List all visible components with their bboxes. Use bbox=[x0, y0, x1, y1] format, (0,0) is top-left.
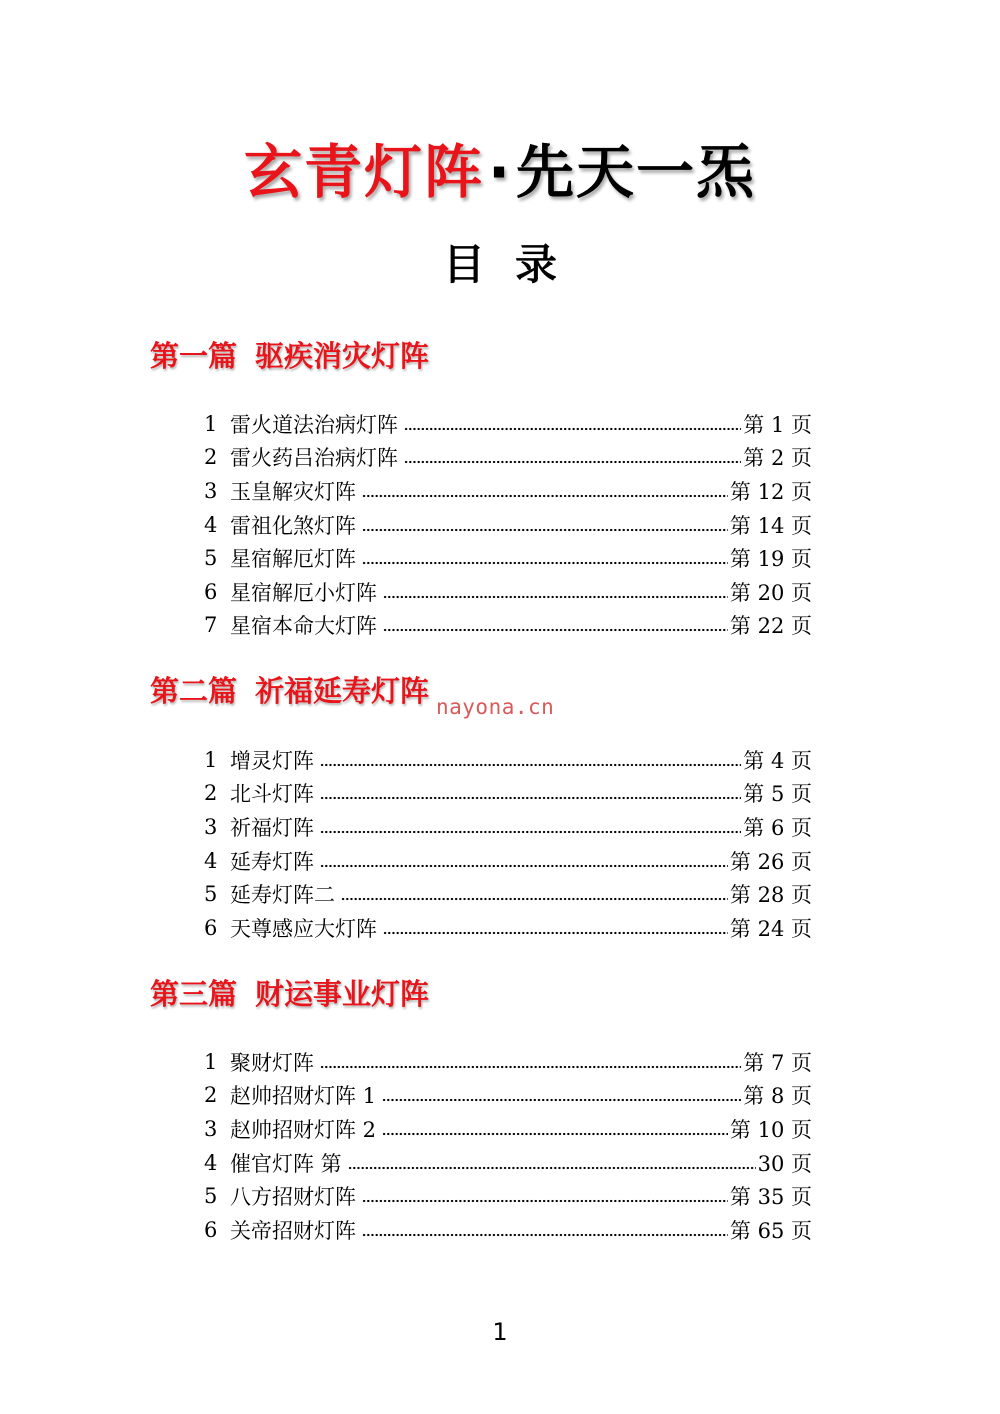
entry-number: 1 bbox=[204, 747, 218, 772]
toc-list bbox=[204, 1045, 812, 1247]
entry-title: 星宿解厄灯阵 bbox=[230, 547, 356, 572]
entry-page: 第 5 页 bbox=[743, 782, 812, 807]
entry-title: 关帝招财灯阵 bbox=[230, 1218, 356, 1243]
entry-number: 5 bbox=[204, 1184, 218, 1209]
entry-title: 星宿解厄小灯阵 bbox=[230, 580, 377, 605]
entry-page: 第 22 页 bbox=[729, 614, 812, 639]
entry-title: 延寿灯阵 bbox=[230, 849, 314, 874]
toc-entry[interactable] bbox=[204, 1213, 812, 1247]
toc-entry[interactable] bbox=[204, 911, 812, 945]
dot-leader bbox=[382, 1132, 728, 1136]
section-name: 祈福延寿灯阵 bbox=[255, 674, 430, 708]
entry-page: 第 14 页 bbox=[729, 513, 812, 538]
entry-title: 雷祖化煞灯阵 bbox=[230, 513, 356, 538]
entry-title: 增灵灯阵 bbox=[230, 748, 314, 773]
entry-number: 6 bbox=[204, 915, 218, 940]
dot-leader bbox=[362, 1199, 728, 1203]
entry-number: 2 bbox=[204, 445, 218, 470]
entry-page: 第 19 页 bbox=[729, 547, 812, 572]
toc-list bbox=[204, 743, 812, 945]
section-part-label: 第三篇 bbox=[150, 977, 238, 1011]
section-name: 财运事业灯阵 bbox=[255, 977, 430, 1011]
entry-page: 第 2 页 bbox=[743, 446, 812, 471]
entry-page: 30 页 bbox=[757, 1151, 812, 1176]
toc-entry[interactable] bbox=[204, 508, 812, 542]
dot-leader bbox=[404, 460, 741, 464]
section-name: 驱疾消灾灯阵 bbox=[255, 339, 430, 373]
title-separator-dot: · bbox=[487, 138, 513, 206]
toc-entry[interactable] bbox=[204, 407, 812, 441]
toc-entry[interactable] bbox=[204, 474, 812, 508]
entry-title: 雷火道法治病灯阵 bbox=[230, 412, 398, 437]
dot-leader bbox=[382, 1098, 741, 1102]
toc-entry[interactable] bbox=[204, 1045, 812, 1079]
toc-entry[interactable] bbox=[204, 1179, 812, 1213]
entry-title: 八方招财灯阵 bbox=[230, 1185, 356, 1210]
entry-title: 赵帅招财灯阵 2 bbox=[230, 1117, 377, 1142]
entry-page: 第 26 页 bbox=[729, 849, 812, 874]
document-title bbox=[0, 132, 1000, 212]
entry-number: 5 bbox=[204, 882, 218, 907]
dot-leader bbox=[362, 561, 728, 565]
entry-number: 4 bbox=[204, 512, 218, 537]
entry-title: 玉皇解灾灯阵 bbox=[230, 479, 356, 504]
entry-title: 赵帅招财灯阵 1 bbox=[230, 1084, 377, 1109]
dot-leader bbox=[348, 1166, 756, 1170]
toc-entry[interactable] bbox=[204, 844, 812, 878]
entry-title: 延寿灯阵二 bbox=[230, 883, 335, 908]
dot-leader bbox=[362, 494, 728, 498]
toc-entry[interactable] bbox=[204, 743, 812, 777]
entry-title: 星宿本命大灯阵 bbox=[230, 614, 377, 639]
dot-leader bbox=[383, 595, 728, 599]
entry-page: 第 24 页 bbox=[729, 916, 812, 941]
toc-entry[interactable] bbox=[204, 877, 812, 911]
title-black-part: 先天一炁 bbox=[516, 138, 757, 206]
entry-page: 第 4 页 bbox=[743, 748, 812, 773]
section-heading bbox=[150, 336, 429, 376]
toc-entry[interactable] bbox=[204, 1079, 812, 1113]
toc-entry[interactable] bbox=[204, 441, 812, 475]
entry-page: 第 7 页 bbox=[743, 1050, 812, 1075]
toc-entry[interactable] bbox=[204, 609, 812, 643]
section-part-label: 第二篇 bbox=[150, 674, 238, 708]
toc-entry[interactable] bbox=[204, 1146, 812, 1180]
title-red-part: 玄青灯阵 bbox=[243, 138, 484, 206]
toc-entry[interactable] bbox=[204, 777, 812, 811]
toc-entry[interactable] bbox=[204, 1112, 812, 1146]
entry-number: 3 bbox=[204, 478, 218, 503]
toc-entry[interactable] bbox=[204, 810, 812, 844]
entry-page: 第 28 页 bbox=[729, 883, 812, 908]
dot-leader bbox=[341, 897, 728, 901]
entry-title: 天尊感应大灯阵 bbox=[230, 916, 377, 941]
entry-number: 7 bbox=[204, 613, 218, 638]
toc-entry[interactable] bbox=[204, 575, 812, 609]
entry-page: 第 8 页 bbox=[743, 1084, 812, 1109]
entry-page: 第 20 页 bbox=[729, 580, 812, 605]
page-number: 1 bbox=[492, 1318, 508, 1346]
entry-number: 3 bbox=[204, 1116, 218, 1141]
entry-page: 第 12 页 bbox=[729, 479, 812, 504]
dot-leader bbox=[362, 1233, 728, 1237]
entry-page: 第 65 页 bbox=[729, 1218, 812, 1243]
dot-leader bbox=[320, 763, 741, 767]
dot-leader bbox=[320, 830, 741, 834]
dot-leader bbox=[320, 1065, 741, 1069]
entry-number: 3 bbox=[204, 814, 218, 839]
watermark: nayona.cn bbox=[436, 695, 555, 719]
section-heading bbox=[150, 974, 429, 1014]
entry-title: 雷火药吕治病灯阵 bbox=[230, 446, 398, 471]
entry-number: 6 bbox=[204, 1217, 218, 1242]
entry-number: 1 bbox=[204, 411, 218, 436]
entry-title: 祈福灯阵 bbox=[230, 815, 314, 840]
entry-page: 第 35 页 bbox=[729, 1185, 812, 1210]
entry-number: 1 bbox=[204, 1049, 218, 1074]
entry-number: 4 bbox=[204, 848, 218, 873]
dot-leader bbox=[320, 796, 741, 800]
entry-title: 催官灯阵 第 bbox=[230, 1151, 342, 1176]
entry-number: 4 bbox=[204, 1150, 218, 1175]
entry-number: 5 bbox=[204, 546, 218, 571]
dot-leader bbox=[383, 628, 728, 632]
entry-number: 6 bbox=[204, 579, 218, 604]
toc-entry[interactable] bbox=[204, 541, 812, 575]
entry-page: 第 10 页 bbox=[729, 1117, 812, 1142]
entry-title: 聚财灯阵 bbox=[230, 1050, 314, 1075]
entry-page: 第 6 页 bbox=[743, 815, 812, 840]
entry-title: 北斗灯阵 bbox=[230, 782, 314, 807]
toc-list bbox=[204, 407, 812, 642]
entry-number: 2 bbox=[204, 781, 218, 806]
entry-page: 第 1 页 bbox=[743, 412, 812, 437]
dot-leader bbox=[383, 931, 728, 935]
dot-leader bbox=[362, 528, 728, 532]
dot-leader bbox=[404, 427, 741, 431]
dot-leader bbox=[320, 864, 728, 868]
entry-number: 2 bbox=[204, 1083, 218, 1108]
toc-heading: 目录 bbox=[442, 240, 587, 289]
section-heading bbox=[150, 671, 429, 711]
section-part-label: 第一篇 bbox=[150, 339, 238, 373]
